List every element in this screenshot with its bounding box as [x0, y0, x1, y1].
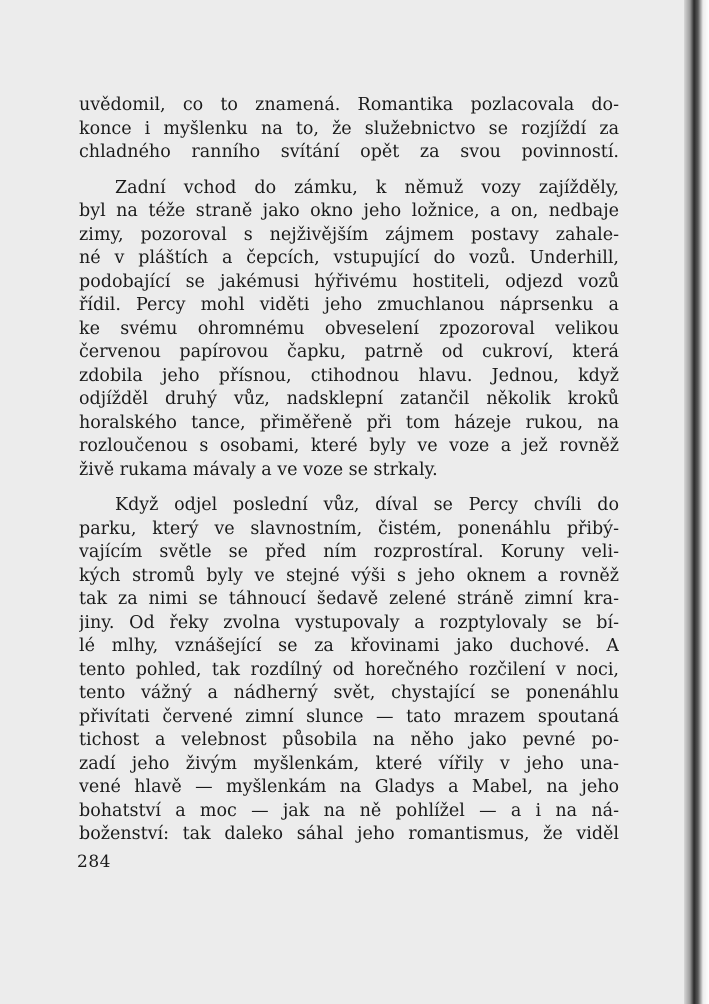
paragraph-1 — [79, 94, 619, 165]
paragraph-2 — [79, 177, 619, 483]
text-line: zimy, pozoroval s nejživějším zájmem postavy zahale- — [79, 224, 619, 245]
text-line: konce i myšlenku na to, že služebnictvo se rozjíždí za — [79, 118, 619, 139]
text-line: kých stromů byly ve stejné výši s jeho oknem a rovněž — [79, 565, 619, 586]
text-line: rozloučenou s osobami, které byly ve voze a jež rovněž — [79, 436, 619, 456]
text-line: né v pláštích a čepcích, vstupující do vozů. Underhill, — [79, 248, 619, 268]
text-line: živě rukama mávaly a ve voze se strkaly. — [79, 459, 438, 480]
paragraph-3 — [79, 494, 619, 847]
text-line: byl na téže straně jako okno jeho ložnice, a on, nedbaje — [79, 201, 619, 221]
text-line: Když odjel poslední vůz, díval se Percy chvíli do — [115, 495, 619, 515]
text-line: červenou papírovou čapku, patrně od cukroví, která — [79, 342, 619, 362]
text-line: horalského tance, přiměřeně při tom házeje rukou, na — [79, 412, 619, 433]
body-text — [79, 94, 619, 859]
text-line: tento pohled, tak rozdílný od horečného rozčilení v noci, — [79, 659, 619, 680]
text-line: chladného ranního svítání opět za svou povinností. — [79, 142, 619, 162]
text-line: tento vážný a nádherný svět, chystající se ponenáhlu — [79, 683, 619, 703]
text-line: boženství: tak daleko sáhal jeho romantismus, že viděl — [79, 824, 619, 844]
text-line: zdobila jeho přísnou, ctihodnou hlavu. Jednou, když — [79, 365, 619, 386]
text-line: podobající se jakémusi hýřivému hostiteli, odjezd vozů — [79, 271, 619, 292]
text-line: přivítati červené zimní slunce — tato mrazem spoutaná — [79, 706, 619, 727]
text-line: vajícím světle se před ním rozprostíral. Koruny veli- — [79, 542, 619, 562]
book-gutter — [684, 0, 709, 1004]
text-line: odjížděl druhý vůz, nadsklepní zatančil několik kroků — [79, 389, 619, 409]
text-line: tichost a velebnost působila na něho jako pevné po- — [79, 730, 619, 750]
text-line: bohatství a moc — jak na ně pohlížel — a i na ná- — [79, 800, 619, 821]
text-line: uvědomil, co to znamená. Romantika pozlacovala do- — [79, 95, 619, 115]
text-line: zadí jeho živým myšlenkám, které vířily v jeho una- — [79, 753, 619, 774]
text-line: tak za nimi se táhnoucí šedavě zelené stráně zimní kra- — [79, 589, 619, 609]
text-line: vené hlavě — myšlenkám na Gladys a Mabel, na jeho — [79, 777, 619, 797]
text-line: lé mlhy, vznášející se za křovinami jako duchové. A — [79, 636, 619, 656]
text-line: Zadní vchod do zámku, k němuž vozy zajížděly, — [115, 177, 619, 198]
page-number: 284 — [77, 852, 111, 872]
text-line: parku, který ve slavnostním, čistém, ponenáhlu přibý- — [79, 518, 619, 539]
text-line: řídil. Percy mohl viděti jeho zmuchlanou náprsenku a — [79, 295, 619, 315]
text-line: jiny. Od řeky zvolna vystupovaly a rozptylovaly se bí- — [79, 612, 619, 633]
text-line: ke svému ohromnému obveselení zpozoroval velikou — [79, 318, 619, 339]
